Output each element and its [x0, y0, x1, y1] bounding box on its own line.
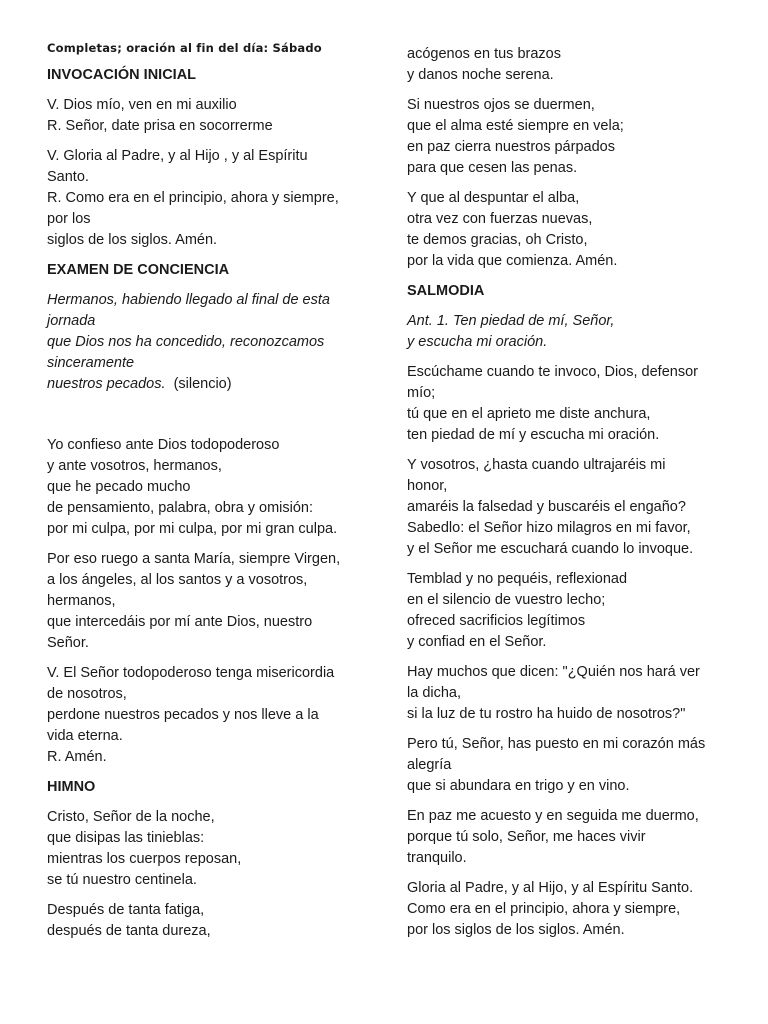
text-line: honor, [407, 478, 448, 494]
right-column [407, 44, 732, 950]
text-line: te demos gracias, oh Cristo, [407, 232, 588, 248]
text-line: En paz me acuesto y en seguida me duermo, [407, 808, 699, 824]
text-line: Santo. [47, 169, 89, 185]
text-line: V. El Señor todopoderoso tenga misericordia [47, 665, 335, 681]
text-line: tranquilo. [407, 850, 467, 866]
heading-invocacion: INVOCACIÓN INICIAL [47, 67, 197, 83]
text-line: Si nuestros ojos se duermen, [407, 97, 595, 113]
text-line: si la luz de tu rostro ha huido de nosotros?" [407, 706, 686, 722]
text-line: ten piedad de mí y escucha mi oración. [407, 427, 660, 443]
text-line: la dicha, [407, 685, 462, 701]
silencio-note: (silencio) [173, 376, 232, 392]
text-line: que he pecado mucho [47, 479, 191, 495]
text-line: para que cesen las penas. [407, 160, 578, 176]
stanza [47, 900, 365, 942]
text-line: Pero tú, Señor, has puesto en mi corazón más [407, 736, 706, 752]
text-line: se tú nuestro centinela. [47, 872, 197, 888]
stanza [47, 807, 365, 891]
text-line: Escúchame cuando te invoco, Dios, defensor [407, 364, 698, 380]
text-line: Y que al despuntar el alba, [407, 190, 580, 206]
text-line: R. Señor, date prisa en socorrerme [47, 118, 273, 134]
heading-himno: HIMNO [47, 779, 96, 795]
text-line: otra vez con fuerzas nuevas, [407, 211, 593, 227]
text-line: y confiad en el Señor. [407, 634, 547, 650]
psalm-verse [407, 734, 732, 797]
stanza [407, 188, 732, 272]
text-line: de pensamiento, palabra, obra y omisión: [47, 500, 313, 516]
text-line: Y vosotros, ¿hasta cuando ultrajaréis mi [407, 457, 666, 473]
text-line: amaréis la falsedad y buscaréis el engaño? [407, 499, 686, 515]
text-line: a los ángeles, al los santos y a vosotros, [47, 572, 308, 588]
heading-salmodia: SALMODIA [407, 283, 485, 299]
text-line: Señor. [47, 635, 89, 651]
left-column [47, 40, 365, 951]
text-line: vida eterna. [47, 728, 123, 744]
text-line: V. Gloria al Padre, y al Hijo , y al Espíritu [47, 148, 308, 164]
text-line: Cristo, Señor de la noche, [47, 809, 215, 825]
psalm-verse [407, 662, 732, 725]
text-line: que el alma esté siempre en vela; [407, 118, 624, 134]
text-line: por los siglos de los siglos. Amén. [407, 922, 625, 938]
text-line: hermanos, [47, 593, 116, 609]
text-line: que si abundara en trigo y en vino. [407, 778, 630, 794]
text-line: ofreced sacrificios legítimos [407, 613, 586, 629]
text-line: R. Amén. [47, 749, 107, 765]
text-line: Temblad y no pequéis, reflexionad [407, 571, 628, 587]
text-line: y el Señor me escuchará cuando lo invoque. [407, 541, 694, 557]
text-line: Por eso ruego a santa María, siempre Virgen, [47, 551, 341, 567]
text-line: Gloria al Padre, y al Hijo, y al Espíritu Santo. [407, 880, 694, 896]
text-line: perdone nuestros pecados y nos lleve a la [47, 707, 319, 723]
spacer [47, 404, 365, 435]
text-line: alegría [407, 757, 452, 773]
antiphon [407, 311, 732, 353]
text-line: Hay muchos que dicen: "¿Quién nos hará ver [407, 664, 700, 680]
text-line: y ante vosotros, hermanos, [47, 458, 222, 474]
stanza [407, 44, 732, 86]
text-line: por los [47, 211, 91, 227]
text-line: nuestros pecados. [47, 376, 166, 392]
paragraph [47, 95, 365, 137]
text-line: Yo confieso ante Dios todopoderoso [47, 437, 280, 453]
text-line: acógenos en tus brazos [407, 46, 561, 62]
paragraph [47, 146, 365, 251]
text-line: en paz cierra nuestros párpados [407, 139, 615, 155]
text-line: mientras los cuerpos reposan, [47, 851, 242, 867]
text-line: V. Dios mío, ven en mi auxilio [47, 97, 237, 113]
text-line: jornada [47, 313, 96, 329]
text-line: y danos noche serena. [407, 67, 554, 83]
text-line: que intercedáis por mí ante Dios, nuestro [47, 614, 313, 630]
text-line: y escucha mi oración. [407, 334, 548, 350]
stanza [407, 95, 732, 179]
page-title: Completas; oración al fin del día: Sábado [47, 41, 322, 55]
text-line: mío; [407, 385, 436, 401]
paragraph [47, 663, 365, 768]
text-line: que disipas las tinieblas: [47, 830, 205, 846]
text-line: en el silencio de vuestro lecho; [407, 592, 606, 608]
text-line: Hermanos, habiendo llegado al final de esta [47, 292, 330, 308]
gloria-patri [407, 878, 732, 941]
text-line: Ant. 1. Ten piedad de mí, Señor, [407, 313, 615, 329]
psalm-verse [407, 455, 732, 560]
text-line: porque tú solo, Señor, me haces vivir [407, 829, 646, 845]
heading-examen: EXAMEN DE CONCIENCIA [47, 262, 230, 278]
paragraph [47, 435, 365, 540]
paragraph [47, 549, 365, 654]
text-line: sinceramente [47, 355, 135, 371]
text-line: después de tanta dureza, [47, 923, 211, 939]
paragraph-intro [47, 290, 365, 395]
psalm-verse [407, 362, 732, 446]
text-line: de nosotros, [47, 686, 127, 702]
text-line: Sabedlo: el Señor hizo milagros en mi favor, [407, 520, 691, 536]
text-line: que Dios nos ha concedido, reconozcamos [47, 334, 325, 350]
text-line: Después de tanta fatiga, [47, 902, 205, 918]
psalm-verse [407, 569, 732, 653]
text-line: R. Como era en el principio, ahora y siempre, [47, 190, 339, 206]
text-line: por la vida que comienza. Amén. [407, 253, 618, 269]
text-line: Como era en el principio, ahora y siempre, [407, 901, 681, 917]
text-line: siglos de los siglos. Amén. [47, 232, 218, 248]
psalm-verse [407, 806, 732, 869]
text-line: tú que en el aprieto me diste anchura, [407, 406, 651, 422]
text-line: por mi culpa, por mi culpa, por mi gran culpa. [47, 521, 338, 537]
